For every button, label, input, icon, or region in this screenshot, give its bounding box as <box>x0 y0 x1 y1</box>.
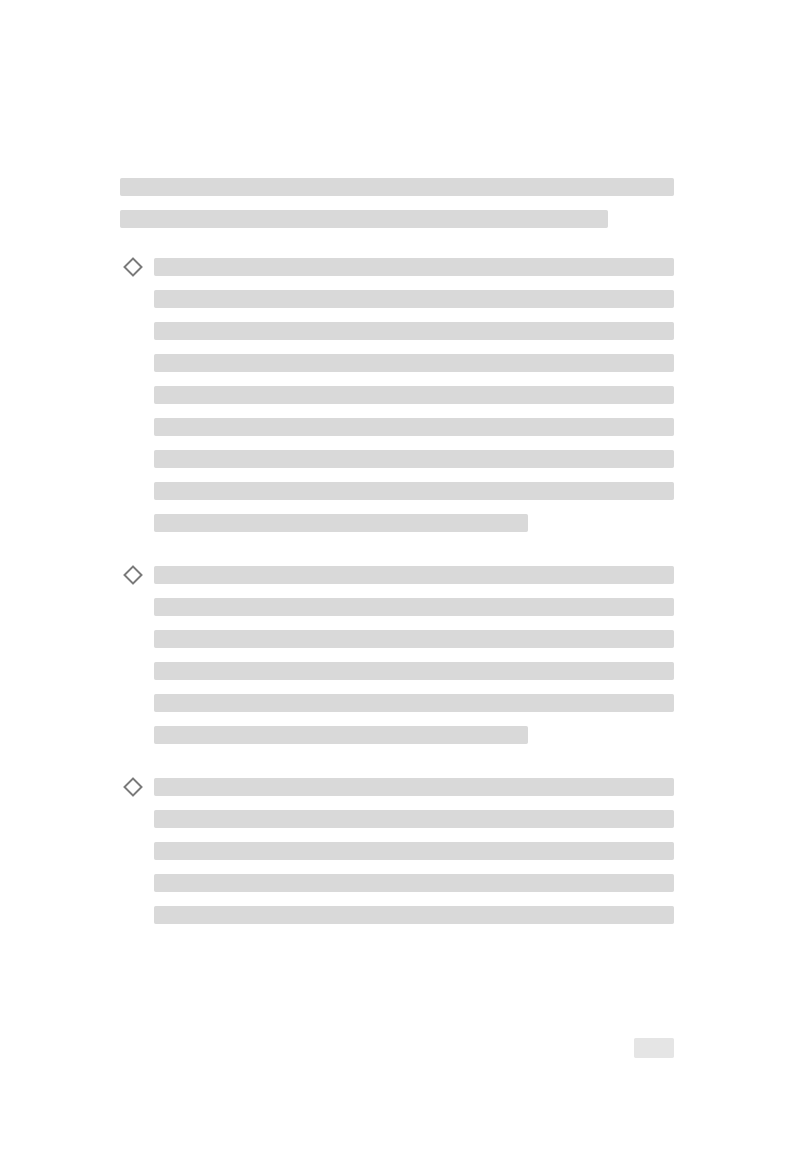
text-line-placeholder <box>154 418 674 436</box>
intro-paragraph <box>120 178 674 228</box>
text-line-placeholder <box>120 178 674 196</box>
diamond-bullet-icon <box>123 257 143 277</box>
text-line-placeholder <box>154 694 674 712</box>
text-line-placeholder <box>154 842 674 860</box>
bullet-item <box>120 566 674 744</box>
diamond-bullet-icon <box>123 565 143 585</box>
body-text <box>120 178 674 958</box>
text-line-placeholder <box>154 482 674 500</box>
text-line-placeholder <box>154 726 528 744</box>
text-line-placeholder <box>154 810 674 828</box>
text-line-placeholder <box>154 514 528 532</box>
text-line-placeholder <box>154 630 674 648</box>
bullet-item <box>120 258 674 532</box>
text-line-placeholder <box>154 874 674 892</box>
page-number <box>634 1038 674 1058</box>
text-line-placeholder <box>154 322 674 340</box>
text-line-placeholder <box>154 258 674 276</box>
text-line-placeholder <box>154 598 674 616</box>
bullet-item <box>120 778 674 924</box>
diamond-bullet-icon <box>123 777 143 797</box>
text-line-placeholder <box>154 906 674 924</box>
text-line-placeholder <box>154 386 674 404</box>
text-line-placeholder <box>154 354 674 372</box>
text-line-placeholder <box>154 662 674 680</box>
running-header <box>254 104 674 130</box>
text-line-placeholder <box>154 450 674 468</box>
text-line-placeholder <box>154 566 674 584</box>
text-line-placeholder <box>154 290 674 308</box>
text-line-placeholder <box>154 778 674 796</box>
text-line-placeholder <box>120 210 608 228</box>
